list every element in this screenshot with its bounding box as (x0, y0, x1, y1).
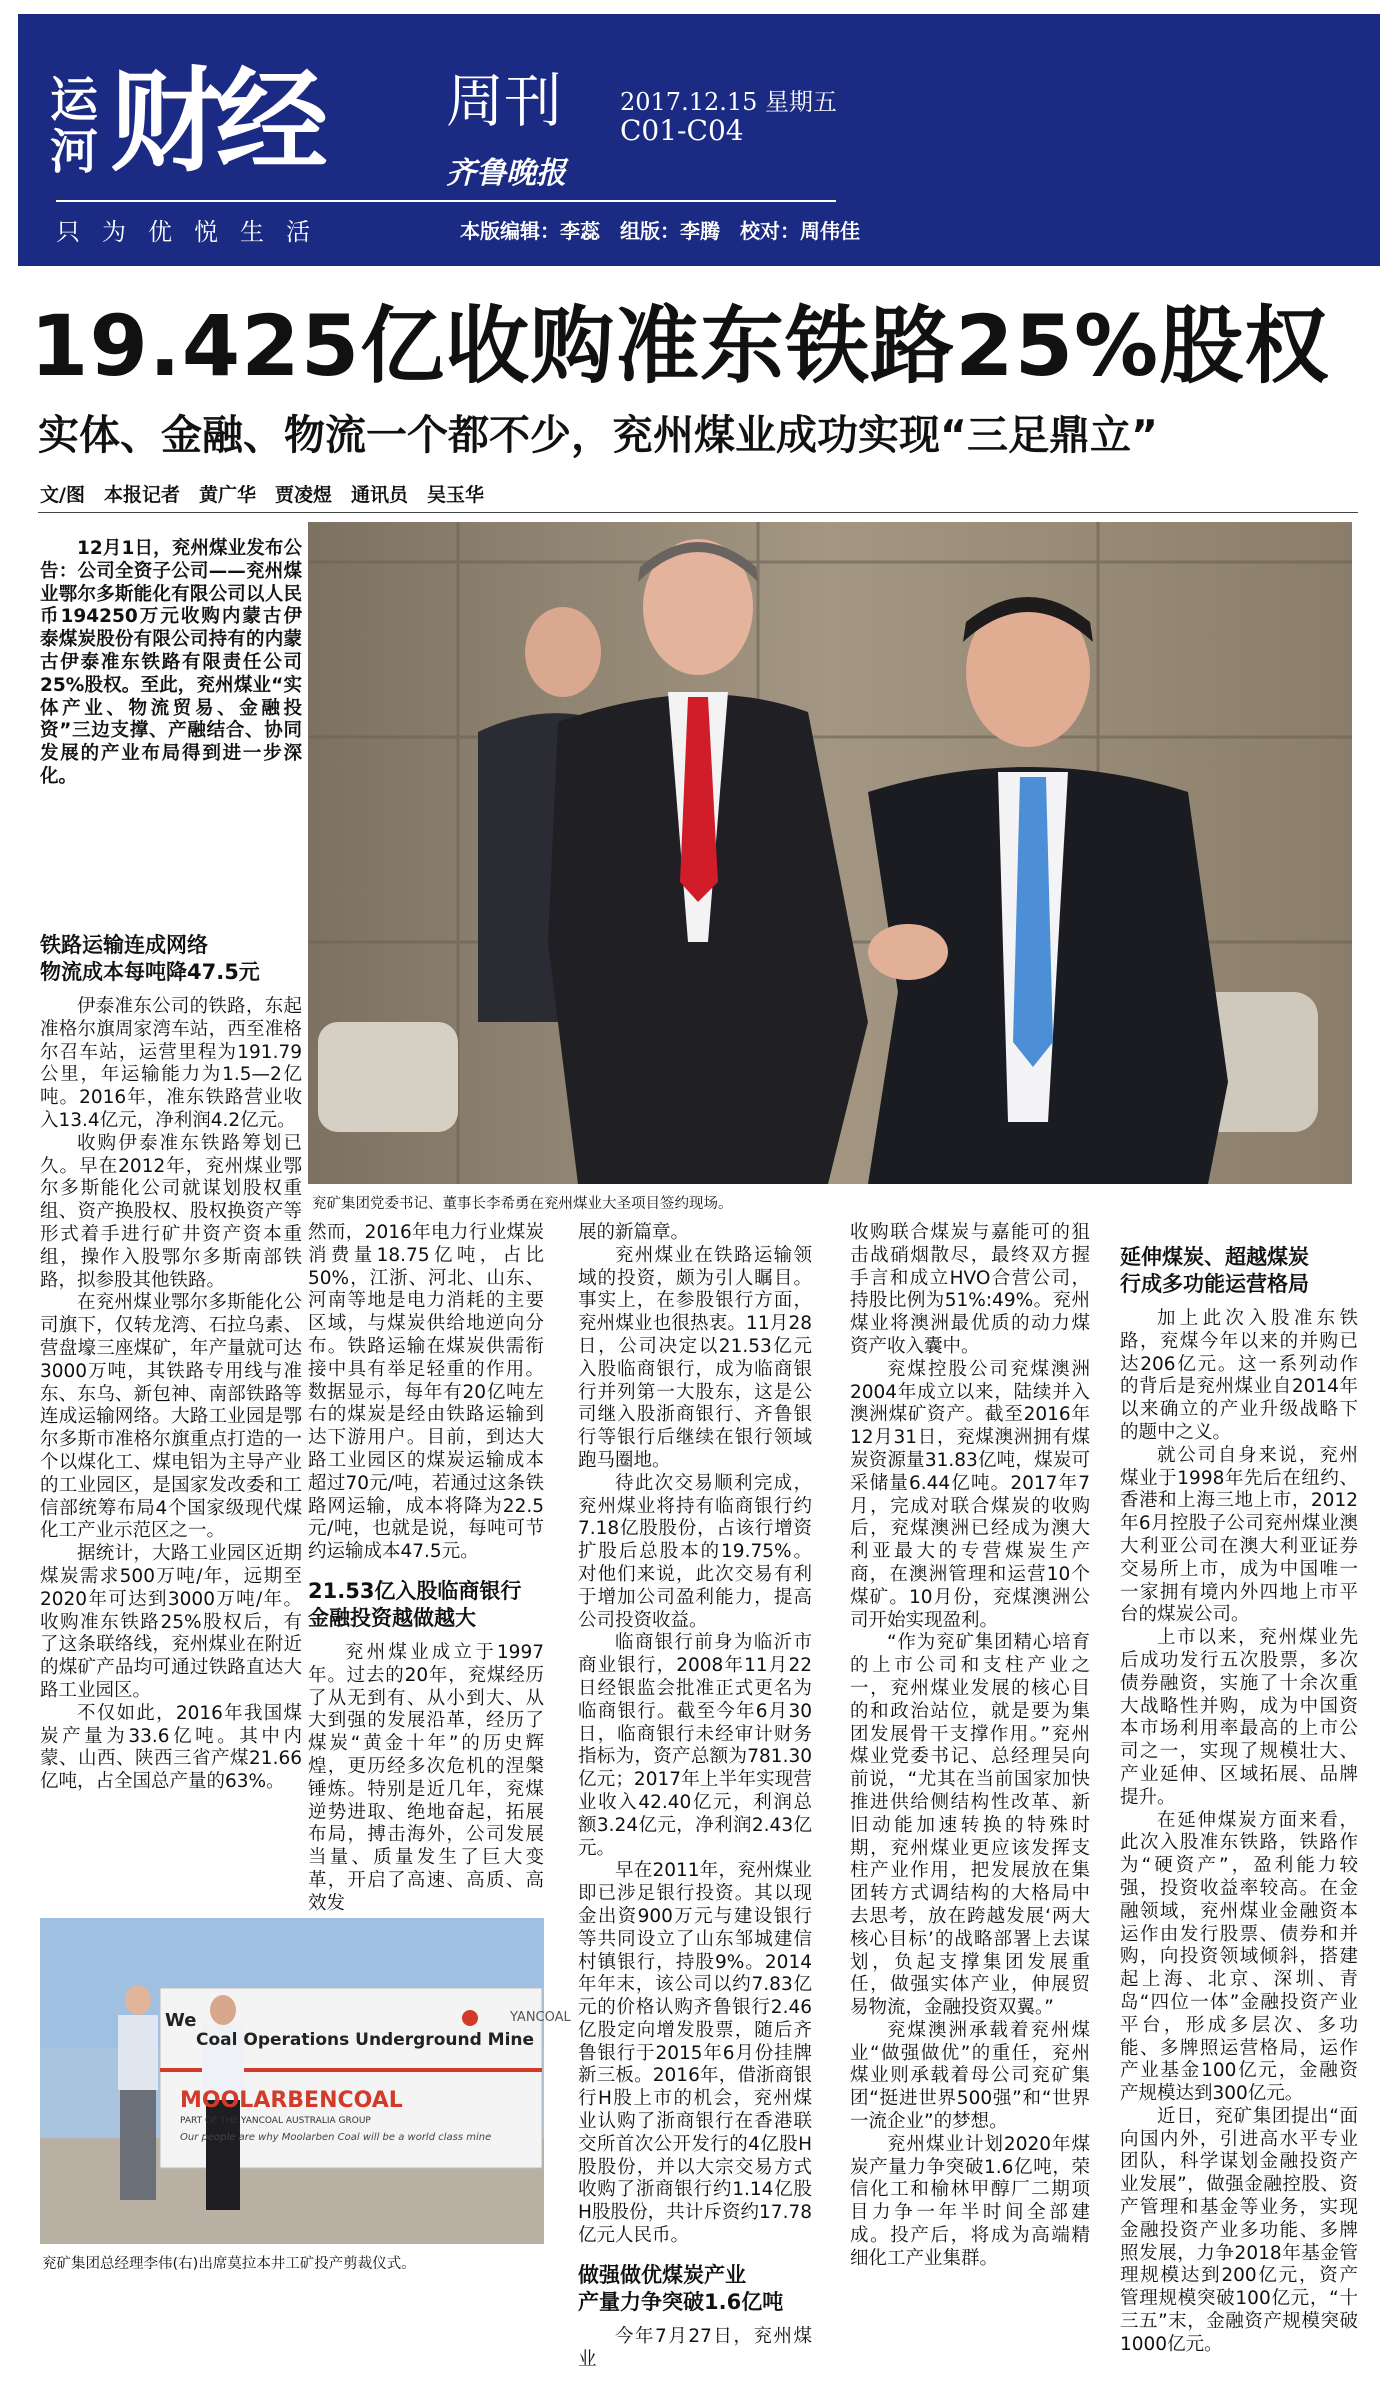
masthead-brand-zhoukan: 周刊 (446, 67, 563, 135)
paragraph: “作为兖矿集团精心培育的上市公司和支柱产业之一，兖州煤业发展的核心目的和政治站位，就是要为集团发展骨干支撑作用。”兖州煤业党委书记、总经理吴向前说，“尤其在当前国家加快推进供给侧结构性改革、新旧动能加速转换的特殊时期，兖州煤业更应该发挥支柱产业作用，把发展放在集团转方式调结构的大格局中去思考，放在跨越发展‘两大核心目标’的战略部署上去谋划，负起支撑集团发展重任，做强实体产业，伸展贸易物流，金融投资双翼。” (850, 1632, 1090, 2019)
photo-moolarben-caption: 兖矿集团总经理李伟(右)出席莫拉本井工矿投产剪裁仪式。 (42, 2256, 416, 2272)
section-title-coal (578, 2262, 812, 2316)
sign-welcome: We (165, 2010, 197, 2031)
paragraph: 今年7月27日，兖州煤业 (578, 2325, 812, 2370)
paragraph: 兖州煤业成立于1997年。过去的20年，兖煤经历了从无到有、从小到大、从大到强的发展沿革，经历了煤炭“黄金十年”的历史辉煌，更历经多次危机的涅槃锤炼。特别是近几年，兖煤逆势进取、绝地奋起，拓展布局，搏击海外，公司发展当量、质量发生了巨大变革，开启了高速、高质、高效发 (308, 1641, 544, 1914)
paragraph: 兖州煤业在铁路运输领域的投资，颇为引人瞩目。事实上，在参股银行方面，兖州煤业也很热衷。11月28日，公司决定以21.53亿元入股临商银行，成为临商银行并列第一大股东，这是公司继入股浙商银行、齐鲁银行等银行后继续在银行领域跑马圈地。 (578, 1244, 812, 1471)
section-title-extend-line1: 延伸煤炭、超越煤炭 (1120, 1245, 1309, 1269)
paragraph: 早在2011年，兖州煤业即已涉足银行投资。其以现金出资900万元与建设银行等共同设立了山东邹城建信村镇银行，持股9%。2014年年末，该公司以约7.83亿元的价格认购齐鲁银行2.46亿股定向增发股票，随后齐鲁银行于2015年6月份挂牌新三板。2016年，借浙商银行H股上市的机会，兖州煤业认购了浙商银行在香港联交所首次公开发行的4亿股H股股份，并以大宗交易方式收购了浙商银行约1.14亿股H股股份，共计斥资约17.78亿元人民币。 (578, 1860, 812, 2247)
section-title-bank-line2: 金融投资越做越大 (308, 1605, 476, 1630)
lead-paragraph (40, 538, 302, 789)
photo-moolarben-illustration (40, 1918, 544, 2244)
paragraph: 在延伸煤炭方面来看，此次入股准东铁路，铁路作为“硬资产”，盈利能力较强，投资收益率较高。在金融领域，兖州煤业金融资本运作由发行股票、债券和并购，向投资领域倾斜，搭建起上海、北京、深圳、青岛“四位一体”金融投资产业平台，形成多层次、多功能、多牌照运营格局，运作产业基金100亿元，金融资产规模达到300亿元。 (1120, 1809, 1358, 2105)
paragraph: 就公司自身来说，兖州煤业于1998年先后在纽约、香港和上海三地上市，2012年6月控股子公司兖州煤业澳大利亚公司在澳大利亚证券交易所上市，成为中国唯一一家拥有境内外四地上市平台的煤炭公司。 (1120, 1444, 1358, 1626)
paragraph: 上市以来，兖州煤业先后成功发行五次股票，多次债券融资，实施了十余次重大战略性并购，成为中国资本市场利用率最高的上市公司之一，实现了规模壮大、产业延伸、区域拓展、品牌提升。 (1120, 1627, 1358, 1808)
section-title-railway (40, 932, 302, 986)
sign-slogan: Our people are why Moolarben Coal will be a world class mine (180, 2132, 492, 2143)
section-title-extend-line2: 行成多功能运营格局 (1120, 1272, 1309, 1296)
section-title-extend (1120, 1244, 1358, 1298)
photo-signing-caption: 兖矿集团党委书记、董事长李希勇在兖州煤业大圣项目签约现场。 (312, 1196, 733, 1212)
sign-yancoal-logo: YANCOAL (510, 2010, 571, 2025)
photo-signing-ceremony (308, 522, 1352, 1184)
sign-title: Coal Operations Underground Mine (196, 2030, 535, 2050)
paragraph: 在兖州煤业鄂尔多斯能化公司旗下，仅转龙湾、石拉乌素、营盘壕三座煤矿，年产量就可达3000万吨，其铁路专用线与准东、东乌、新包神、南部铁路等连成运输网络。大路工业园是鄂尔多斯市准格尔旗重点打造的一个以煤化工、煤电铝为主导产业的工业园区，是国家发改委和工信部统筹布局4个国家级现代煤化工产业示范区之一。 (40, 1292, 302, 1542)
masthead-slogan: 只为优悦生活 (56, 218, 332, 246)
section-title-bank-line1: 21.53亿入股临商银行 (308, 1578, 522, 1603)
masthead-brand-caijing: 财经 (110, 57, 322, 187)
column-2 (308, 1222, 544, 1916)
paragraph: 兖煤澳洲承载着兖州煤业“做强做优”的重任，兖州煤业则承载着母公司兖矿集团“挺进世界500强”和“世界一流企业”的梦想。 (850, 2019, 1090, 2133)
paragraph: 近日，兖矿集团提出“面向国内外，引进高水平专业团队，科学谋划金融投资产业发展”，做强金融控股、资产管理和基金等业务，实现金融投资产业多功能、多牌照发展，力争2018年基金管理规模达到200亿元，资产管理规模突破100亿元，“十三五”末，金融资产规模突破1000亿元。 (1120, 2105, 1358, 2355)
sign-brand: MOOLARBENCOAL (180, 2088, 403, 2113)
masthead-publisher: 齐鲁晚报 (446, 156, 566, 191)
section-title-bank (308, 1578, 544, 1632)
subheadline: 实体、金融、物流一个都不少，兖州煤业成功实现“三足鼎立” (38, 411, 1158, 459)
sign-subtitle: PART OF THE YANCOAL AUSTRALIA GROUP (180, 2116, 371, 2126)
masthead-divider (56, 200, 836, 202)
issue-date: 2017.12.15 星期五 (620, 88, 838, 116)
paragraph: 加上此次入股准东铁路，兖煤今年以来的并购已达206亿元。这一系列动作的背后是兖州煤业自2014年以来确立的产业升级战略下的题中之义。 (1120, 1308, 1358, 1443)
paragraph: 然而，2016年电力行业煤炭消费量18.75亿吨，占比50%，江浙、河北、山东、河南等地是电力消耗的主要区域，与煤炭供给地逆向分布。铁路运输在煤炭供需衔接中具有举足轻重的作用。数据显示，每年有20亿吨左右的煤炭是经由铁路运输到达下游用户。目前，到达大路工业园区的煤炭运输成本超过70元/吨，若通过这条铁路网运输，成本将降为22.5元/吨，也就是说，每吨可节约运输成本47.5元。 (308, 1222, 544, 1563)
lead-text: 12月1日，兖州煤业发布公告：公司全资子公司——兖州煤业鄂尔多斯能化有限公司以人民币194250万元收购内蒙古伊泰煤炭股份有限公司持有的内蒙古伊泰准东铁路有限责任公司25%股权。至此，兖州煤业“实体产业、物流贸易、金融投资”三边支撑、产融结合、协同发展的产业布局得到进一步深化。 (40, 538, 302, 787)
byline: 文/图 本报记者 黄广华 贾凌煜 通讯员 吴玉华 (40, 484, 484, 506)
paragraph: 展的新篇章。 (578, 1222, 690, 1243)
paragraph: 伊泰准东公司的铁路，东起准格尔旗周家湾车站，西至准格尔召车站，运营里程为191.79公里，年运输能力为1.5—2亿吨。2016年，准东铁路营业收入13.4亿元，净利润4.2亿元。 (40, 996, 302, 1131)
paragraph: 收购伊泰准东铁路筹划已久。早在2012年，兖州煤业鄂尔多斯能化公司就谋划股权重组、资产换股权、股权换资产等形式着手进行矿井资产资本重组，操作入股鄂尔多斯南部铁路，拟参股其他铁路。 (40, 1132, 302, 1291)
column-5 (1120, 1244, 1358, 2357)
byline-divider (38, 512, 1358, 513)
column-3 (578, 1222, 812, 2371)
paragraph: 不仅如此，2016年我国煤炭产量为33.6亿吨。其中内蒙、山西、陕西三省产煤21.66亿吨，占全国总产量的63%。 (40, 1702, 302, 1793)
paragraph: 据统计，大路工业园区近期煤炭需求500万吨/年，远期至2020年可达到3000万吨/年。收购准东铁路25%股权后，有了这条联络线，兖州煤业在附近的煤矿产品均可通过铁路直达大路工业园区。 (40, 1543, 302, 1701)
paragraph: 兖煤控股公司兖煤澳洲2004年成立以来，陆续并入澳洲煤矿资产。截至2016年12月31日，兖煤澳洲拥有煤炭资源量31.83亿吨，煤炭可采储量6.44亿吨。2017年7月，完成对联合煤炭的收购后，兖煤澳洲已经成为澳大利亚最大的专营煤炭生产商，在澳洲管理和运营10个煤矿。10月份，兖煤澳洲公司开始实现盈利。 (850, 1358, 1090, 1631)
masthead-brand-yunhe: 运河 (50, 72, 95, 180)
paragraph: 收购联合煤炭与嘉能可的狙击战硝烟散尽，最终双方握手言和成立HVO合营公司，持股比例为51%:49%。兖州煤业将澳洲最优质的动力煤资产收入囊中。 (850, 1222, 1090, 1357)
paragraph: 兖州煤业计划2020年煤炭产量力争突破1.6亿吨，荣信化工和榆林甲醇厂二期项目力争一年半时间全部建成。投产后，将成为高端精细化工产业集群。 (850, 2133, 1090, 2269)
issue-pages: C01-C04 (620, 114, 744, 147)
column-1 (40, 918, 302, 1794)
headline: 19.425亿收购准东铁路25%股权 (30, 297, 1330, 395)
photo-moolarben-ceremony (40, 1918, 571, 2244)
paragraph: 待此次交易顺利完成，兖州煤业将持有临商银行约7.18亿股股份，占该行增资扩股后总股本的19.75%。对他们来说，此次交易有利于增加公司盈利能力，提高公司投资收益。 (578, 1472, 812, 1631)
section-title-coal-line2: 产量力争突破1.6亿吨 (578, 2289, 784, 2314)
section-title-coal-line1: 做强做优煤炭产业 (578, 2262, 746, 2287)
section-title-railway-line2: 物流成本每吨降47.5元 (40, 960, 260, 984)
section-title-railway-line1: 铁路运输连成网络 (40, 933, 208, 957)
masthead-staff: 本版编辑：李蕊 组版：李腾 校对：周伟佳 (460, 219, 860, 243)
photo-signing-illustration (308, 522, 1352, 1184)
column-4 (850, 1222, 1090, 2271)
paragraph: 临商银行前身为临沂市商业银行，2008年11月22日经银监会批准正式更名为临商银行。截至今年6月30日，临商银行未经审计财务指标为，资产总额为781.30亿元；2017年上半年实现营业收入42.40亿元，利润总额3.24亿元，净利润2.43亿元。 (578, 1632, 812, 1859)
